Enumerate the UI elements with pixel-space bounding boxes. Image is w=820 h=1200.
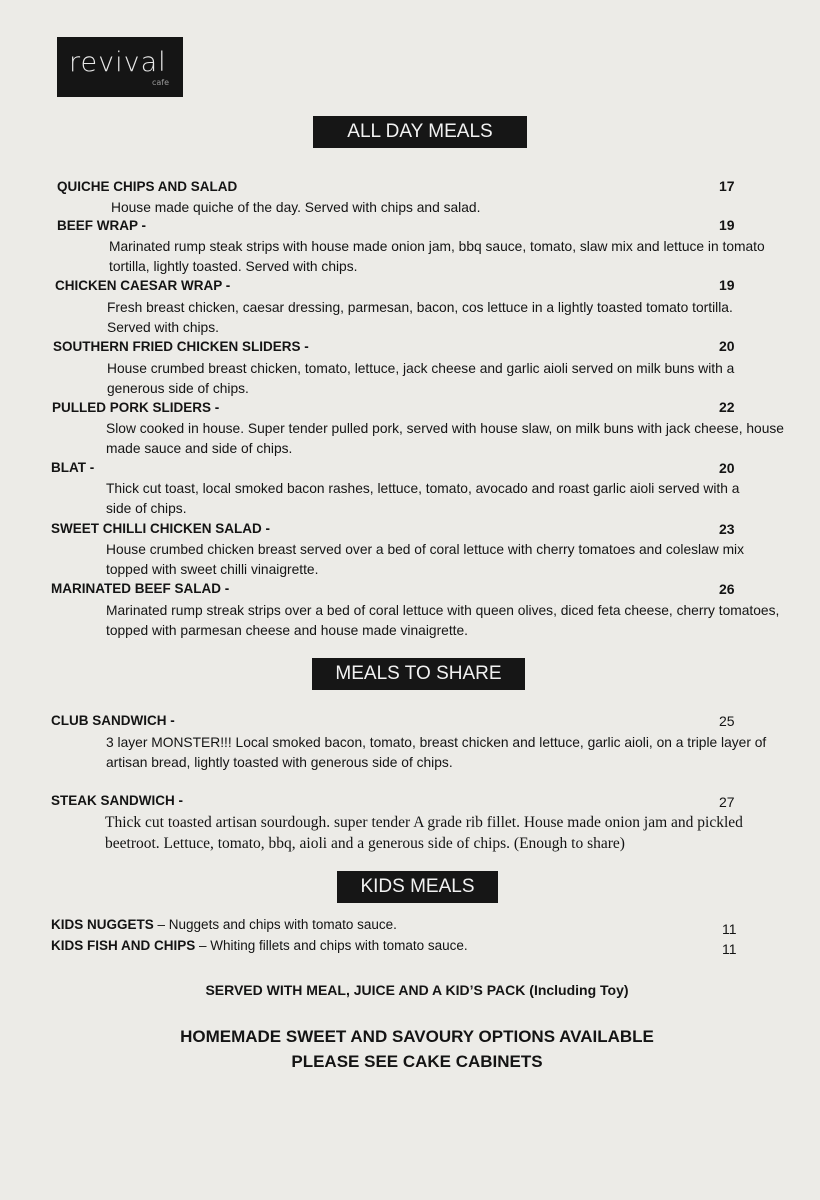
item-price: 22	[719, 399, 735, 415]
homemade-note-line1: HOMEMADE SWEET AND SAVOURY OPTIONS AVAILABLE	[180, 1027, 654, 1046]
item-name: QUICHE CHIPS AND SALAD	[57, 179, 238, 194]
item-separator: –	[153, 917, 169, 932]
item-price: 19	[719, 277, 735, 293]
kids-item-nuggets	[51, 917, 397, 932]
section-banner-kids-meals: KIDS MEALS	[337, 871, 498, 903]
item-name: CLUB SANDWICH -	[51, 713, 175, 728]
item-description: Thick cut toasted artisan sourdough. super tender A grade rib fillet. House made onion jam and pickled beetroot. Lettuce, tomato, bbq, aioli and a generous side of chips. (Enough to share)	[105, 814, 743, 852]
revival-logo	[57, 37, 183, 97]
section-banner-all-day-meals: ALL DAY MEALS	[313, 116, 527, 148]
item-description: Marinated rump steak strips with house made onion jam, bbq sauce, tomato, slaw mix and lettuce in tomato tortilla, lightly toasted. Served with chips.	[109, 239, 765, 274]
item-price: 25	[719, 713, 735, 729]
kids-served-note: SERVED WITH MEAL, JUICE AND A KID’S PACK (Including Toy)	[205, 982, 629, 998]
item-description: Thick cut toast, local smoked bacon rashes, lettuce, tomato, avocado and roast garlic aioli served with a side of chips.	[106, 481, 740, 516]
item-price: 27	[719, 794, 735, 810]
item-name: CHICKEN CAESAR WRAP -	[55, 278, 231, 293]
kids-item-fish-and-chips	[51, 938, 468, 953]
item-description: House made quiche of the day. Served with chips and salad.	[111, 200, 481, 215]
item-name: BEEF WRAP -	[57, 218, 147, 233]
item-price: 20	[719, 338, 735, 354]
item-name: KIDS FISH AND CHIPS	[51, 938, 196, 953]
item-name: SWEET CHILLI CHICKEN SALAD -	[51, 521, 270, 536]
logo-text: revival	[69, 47, 167, 78]
item-name: PULLED PORK SLIDERS -	[52, 400, 220, 415]
item-name: MARINATED BEEF SALAD -	[51, 581, 230, 596]
item-name: SOUTHERN FRIED CHICKEN SLIDERS -	[53, 339, 309, 354]
item-separator: –	[195, 938, 211, 953]
item-name: KIDS NUGGETS	[51, 917, 154, 932]
logo-subtext: cafe	[151, 78, 169, 87]
item-name: BLAT -	[51, 460, 95, 475]
item-description: Fresh breast chicken, caesar dressing, parmesan, bacon, cos lettuce in a lightly toasted tomato tortilla. Served with chips.	[107, 300, 733, 335]
item-description: Whiting fillets and chips with tomato sauce.	[210, 938, 468, 953]
item-price: 17	[719, 178, 735, 194]
kids-item-price: 11	[722, 921, 737, 937]
item-description: Slow cooked in house. Super tender pulled pork, served with house slaw, on milk buns with jack cheese, house made sauce and side of chips.	[106, 421, 784, 456]
homemade-note-line2: PLEASE SEE CAKE CABINETS	[291, 1052, 543, 1071]
kids-item-price: 11	[722, 941, 737, 957]
item-description: House crumbed breast chicken, tomato, lettuce, jack cheese and garlic aioli served on milk buns with a generous side of chips.	[107, 361, 735, 396]
item-price: 26	[719, 581, 735, 597]
section-banner-meals-to-share: MEALS TO SHARE	[312, 658, 525, 690]
item-price: 19	[719, 217, 735, 233]
item-description: Nuggets and chips with tomato sauce.	[168, 917, 397, 932]
item-name: STEAK SANDWICH -	[51, 793, 183, 808]
item-description: Marinated rump streak strips over a bed of coral lettuce with queen olives, diced feta cheese, cherry tomatoes, topped with parmesan cheese and house made vinaigrette.	[106, 603, 780, 638]
item-price: 20	[719, 460, 735, 476]
item-description: House crumbed chicken breast served over a bed of coral lettuce with cherry tomatoes and coleslaw mix topped with sweet chilli vinaigrette.	[106, 542, 745, 577]
item-price: 23	[719, 521, 735, 537]
item-description: 3 layer MONSTER!!! Local smoked bacon, tomato, breast chicken and lettuce, garlic aioli, on a triple layer of artisan bread, lightly toasted with generous side of chips.	[106, 735, 767, 770]
